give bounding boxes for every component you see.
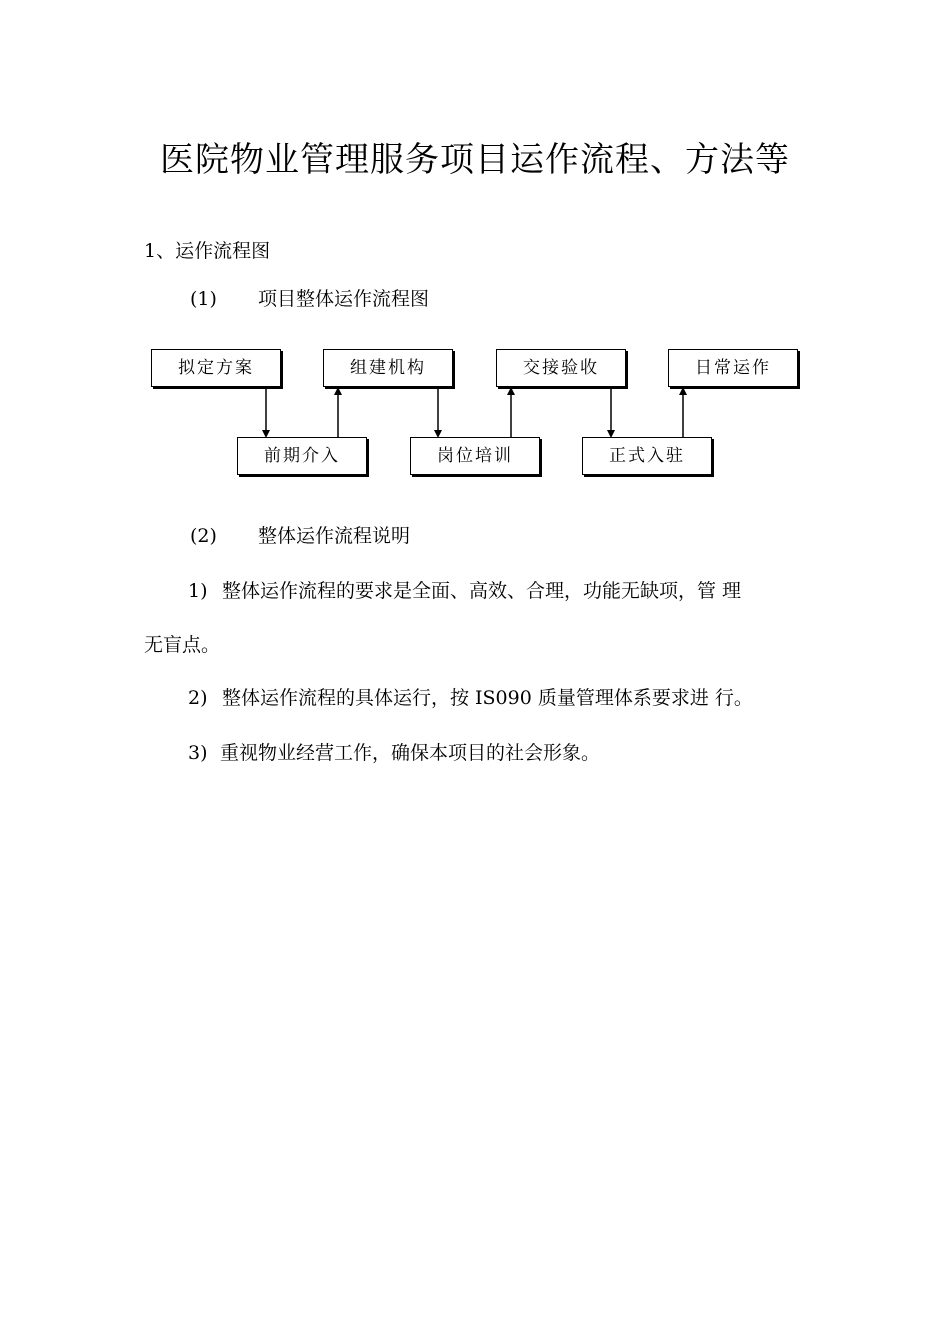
flow-step-early-involvement: 前期介入 [237,437,367,475]
subsection-number: (2) [190,525,217,547]
item-text: 整体运作流程的要求是全面、高效、合理，功能无缺项，管 理 [222,580,742,602]
subsection-title: 项目整体运作流程图 [258,288,430,310]
section-heading: 1、运作流程图 [144,240,271,262]
flow-step-training: 岗位培训 [410,437,540,475]
flow-step-move-in: 正式入驻 [582,437,712,475]
item-text: 重视物业经营工作，确保本项目的社会形象。 [220,742,601,764]
flow-step-handover: 交接验收 [496,349,626,387]
subsection-title: 整体运作流程说明 [258,525,411,547]
item-number: 1) [188,580,208,602]
flow-step-daily-operation: 日常运作 [668,349,798,387]
flow-arrows [0,0,950,520]
flow-step-organize: 组建机构 [323,349,453,387]
item-number: 3) [188,742,208,764]
page-title: 医院物业管理服务项目运作流程、方法等 [160,140,790,180]
item-text-continued: 无盲点。 [144,634,221,656]
subsection-number: (1) [190,288,217,310]
flow-step-plan: 拟定方案 [151,349,281,387]
item-number: 2) [188,687,208,709]
item-text: 整体运作流程的具体运行，按 IS090 质量管理体系要求进 行。 [222,687,753,709]
